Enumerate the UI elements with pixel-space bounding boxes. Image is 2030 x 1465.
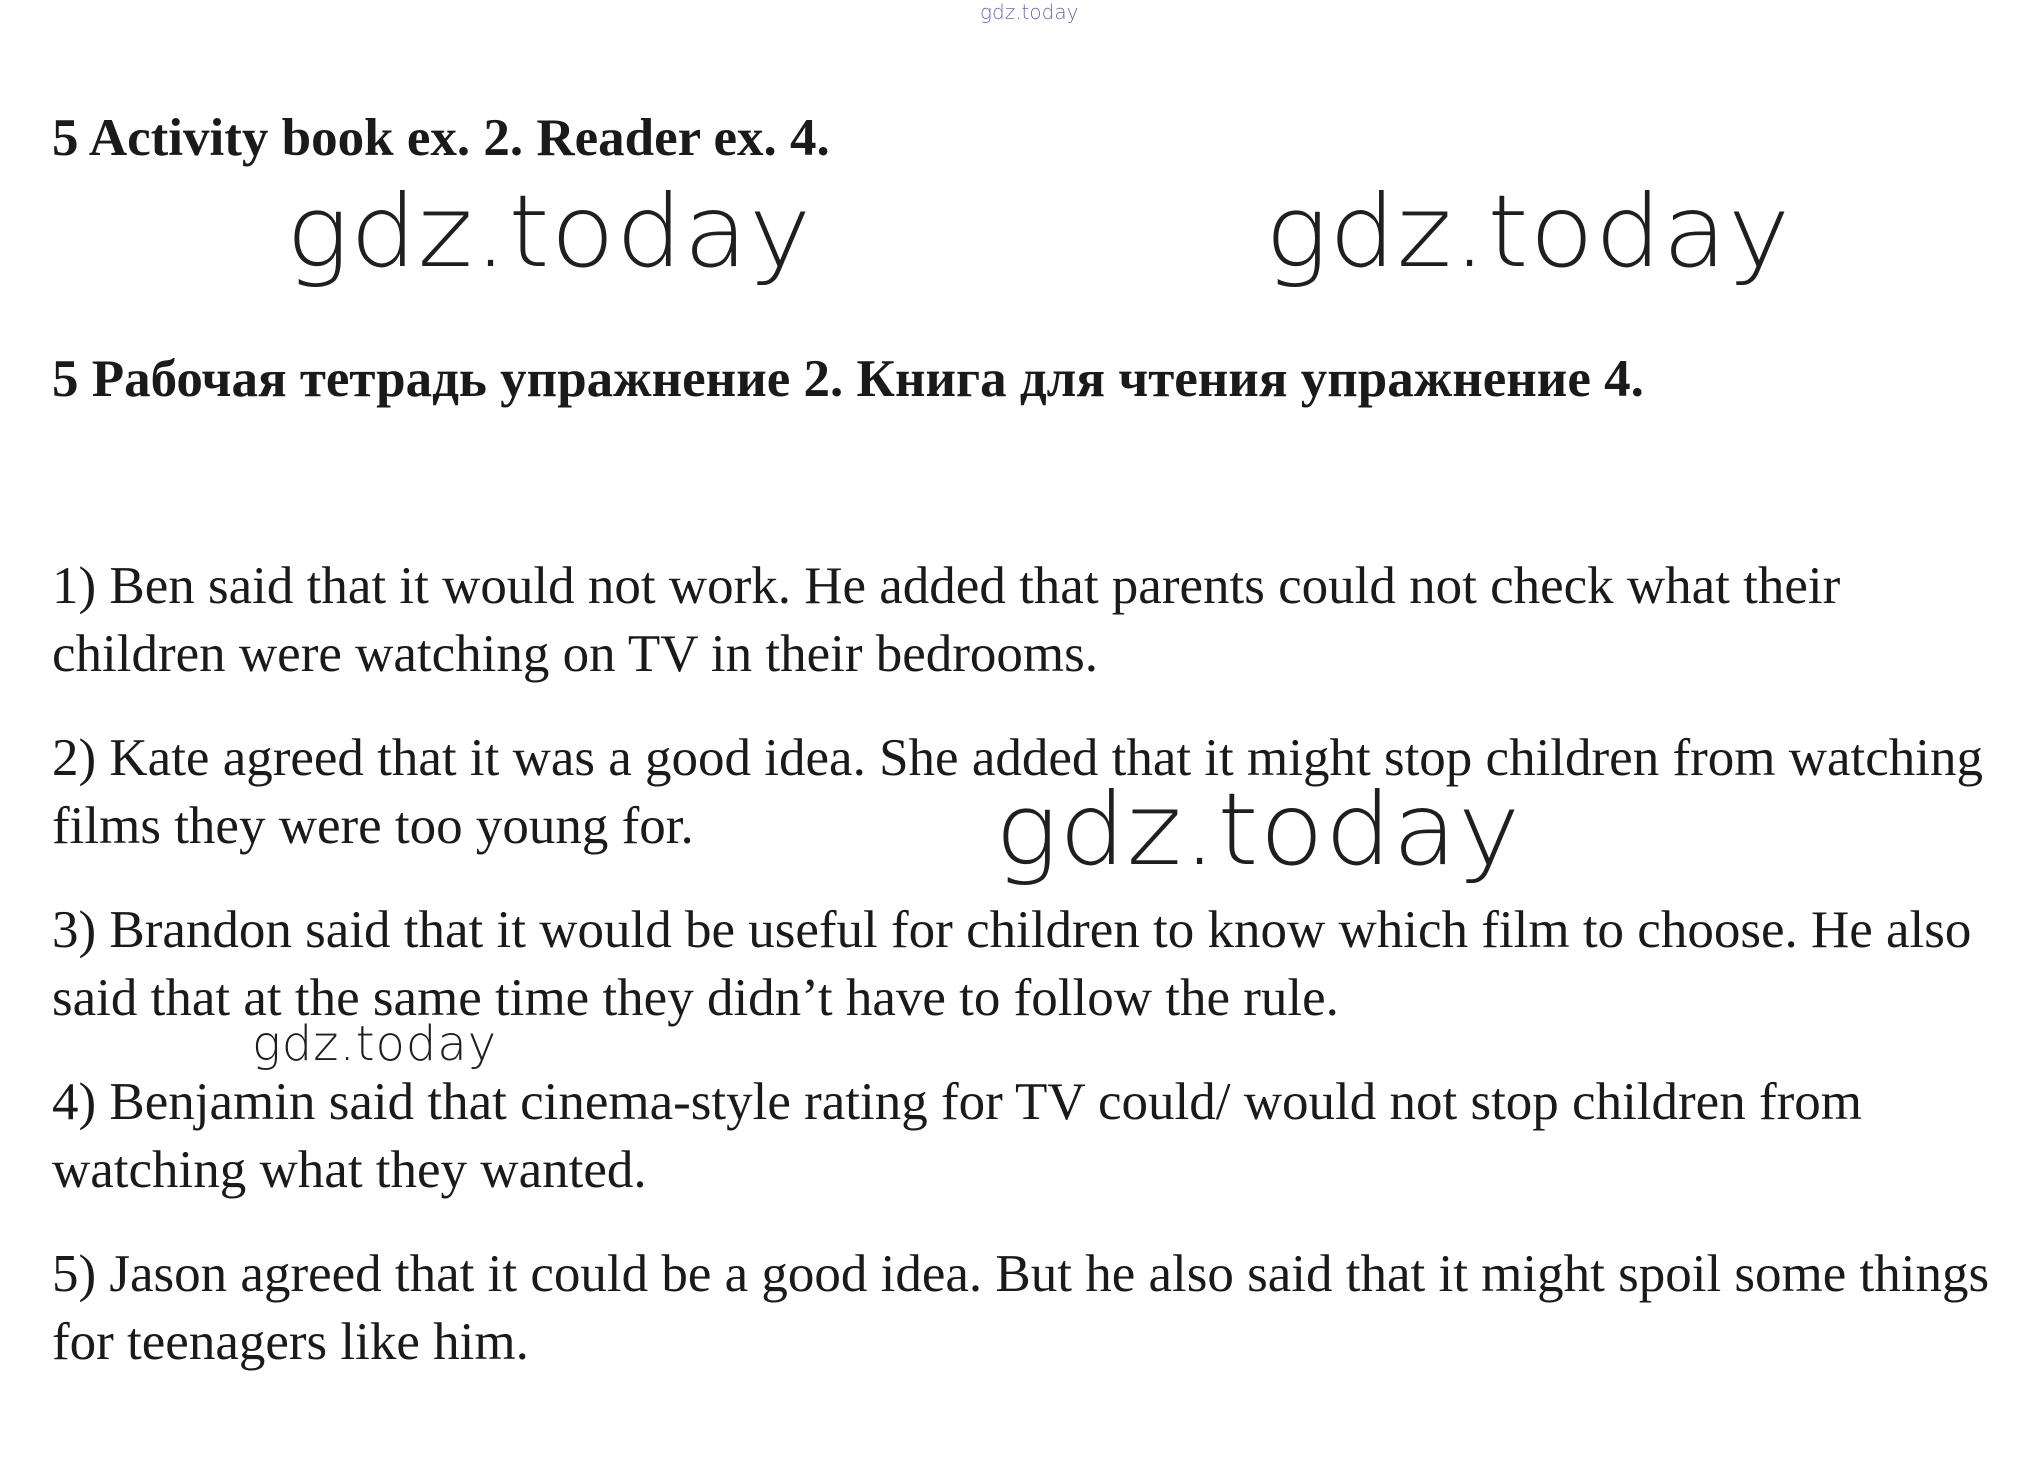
watermark-large-left: gdz.today (286, 173, 813, 290)
answer-5: 5) Jason agreed that it could be a good idea. But he also said that it might spoil some things for teenagers like him. (52, 1245, 1990, 1371)
answer-1: 1) Ben said that it would not work. He added that parents could not check what their children were watching on TV in their bedrooms. (52, 557, 1841, 683)
answer-3: 3) Brandon said that it would be useful for children to know which film to choose. He also said that at the same time they didn’t have to follow the rule. (52, 901, 1972, 1027)
answer-2: 2) Kate agreed that it was a good idea. She added that it might stop children from watching films they were too young for. (52, 729, 1984, 855)
heading-english: 5 Activity book ex. 2. Reader ex. 4. (52, 109, 830, 167)
watermark-top: gdz.today (980, 0, 1079, 24)
answer-4: 4) Benjamin said that cinema-style rating for TV could/ would not stop children from watching what they wanted. (52, 1073, 1862, 1199)
answers-list (52, 552, 2012, 1412)
watermark-large-right: gdz.today (1265, 173, 1792, 290)
watermark-middle: gdz.today (995, 771, 1522, 888)
heading-russian: 5 Рабочая тетрадь упражнение 2. Книга для чтения упражнение 4. (52, 350, 1644, 408)
watermark-small: gdz.today (252, 1016, 498, 1072)
